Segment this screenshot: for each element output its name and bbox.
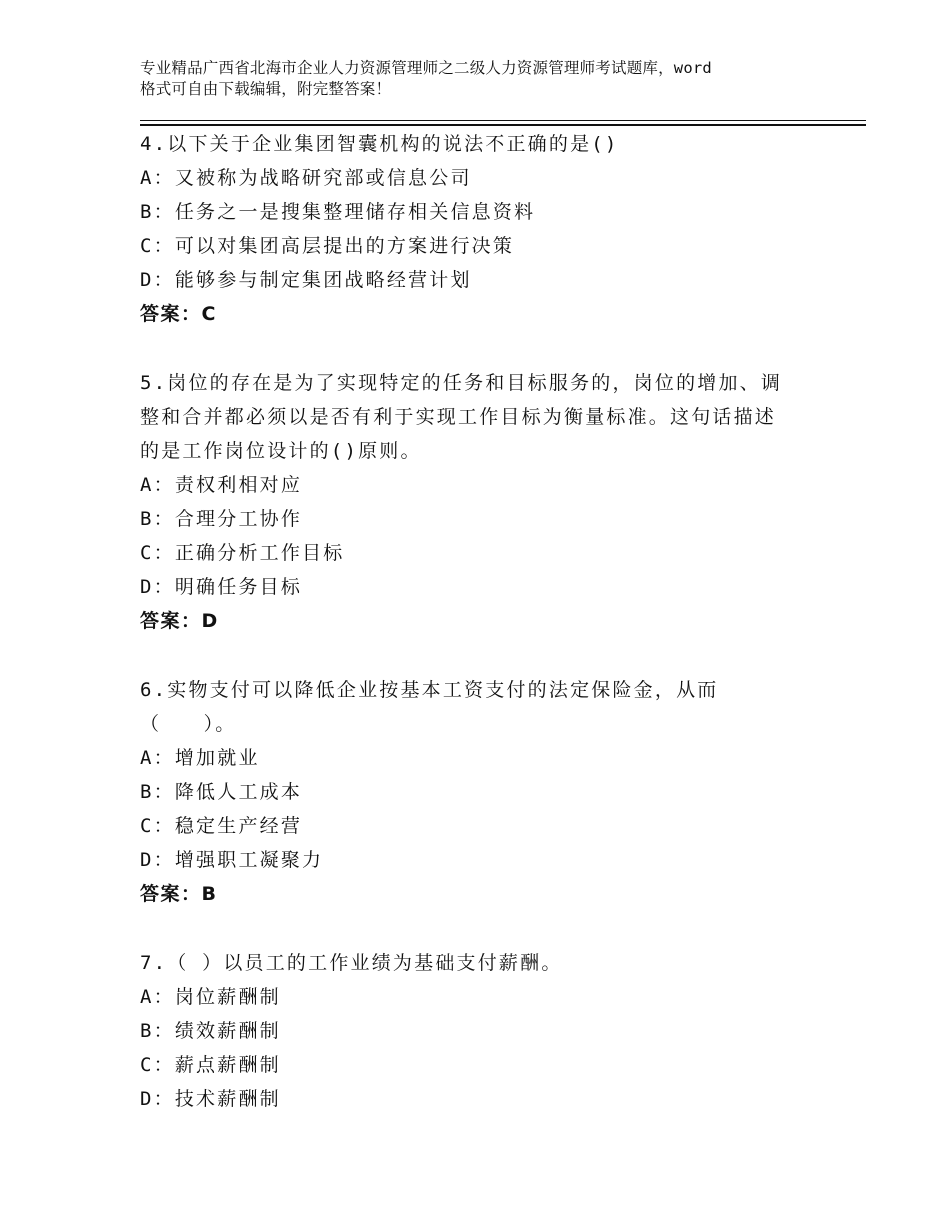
option-b: B：降低人工成本 — [140, 781, 303, 803]
question-stem: 5.岗位的存在是为了实现特定的任务和目标服务的，岗位的增加、调 整和合并都必须以是否有利于实现工作目标为衡量标准。这句话描述 的是工作岗位设计的()原则。 — [140, 372, 783, 462]
answer: 答案：C — [140, 303, 217, 325]
option-c: C：薪点薪酬制 — [140, 1054, 281, 1076]
option-b: B：绩效薪酬制 — [140, 1020, 281, 1042]
header-divider-thick — [140, 124, 866, 126]
option-b: B：合理分工协作 — [140, 508, 303, 530]
answer: 答案：D — [140, 610, 219, 632]
question-4 — [140, 127, 810, 331]
option-a: A：责权利相对应 — [140, 474, 303, 496]
question-stem: 7.（ ）以员工的工作业绩为基础支付薪酬。 — [140, 952, 563, 974]
option-a: A：增加就业 — [140, 747, 260, 769]
option-c: C：可以对集团高层提出的方案进行决策 — [140, 235, 515, 257]
document-header — [140, 58, 840, 100]
question-stem: 4.以下关于企业集团智囊机构的说法不正确的是() — [140, 133, 619, 155]
option-b: B：任务之一是搜集整理储存相关信息资料 — [140, 201, 536, 223]
option-d: D：增强职工凝聚力 — [140, 849, 324, 871]
option-c: C：稳定生产经营 — [140, 815, 303, 837]
question-5 — [140, 366, 810, 638]
question-stem: 6.实物支付可以降低企业按基本工资支付的法定保险金，从而 （ ）。 — [140, 679, 719, 735]
option-a: A：又被称为战略研究部或信息公司 — [140, 167, 472, 189]
option-a: A：岗位薪酬制 — [140, 986, 281, 1008]
option-c: C：正确分析工作目标 — [140, 542, 345, 564]
option-d: D：能够参与制定集团战略经营计划 — [140, 269, 472, 291]
option-d: D：明确任务目标 — [140, 576, 303, 598]
option-d: D：技术薪酬制 — [140, 1088, 281, 1110]
header-line-2: 格式可自由下载编辑，附完整答案！ — [140, 80, 392, 98]
header-line-1: 专业精品广西省北海市企业人力资源管理师之二级人力资源管理师考试题库，word — [140, 59, 712, 77]
question-6 — [140, 673, 810, 911]
question-7 — [140, 946, 810, 1116]
header-divider-thin — [140, 120, 866, 121]
answer: 答案：B — [140, 883, 218, 905]
